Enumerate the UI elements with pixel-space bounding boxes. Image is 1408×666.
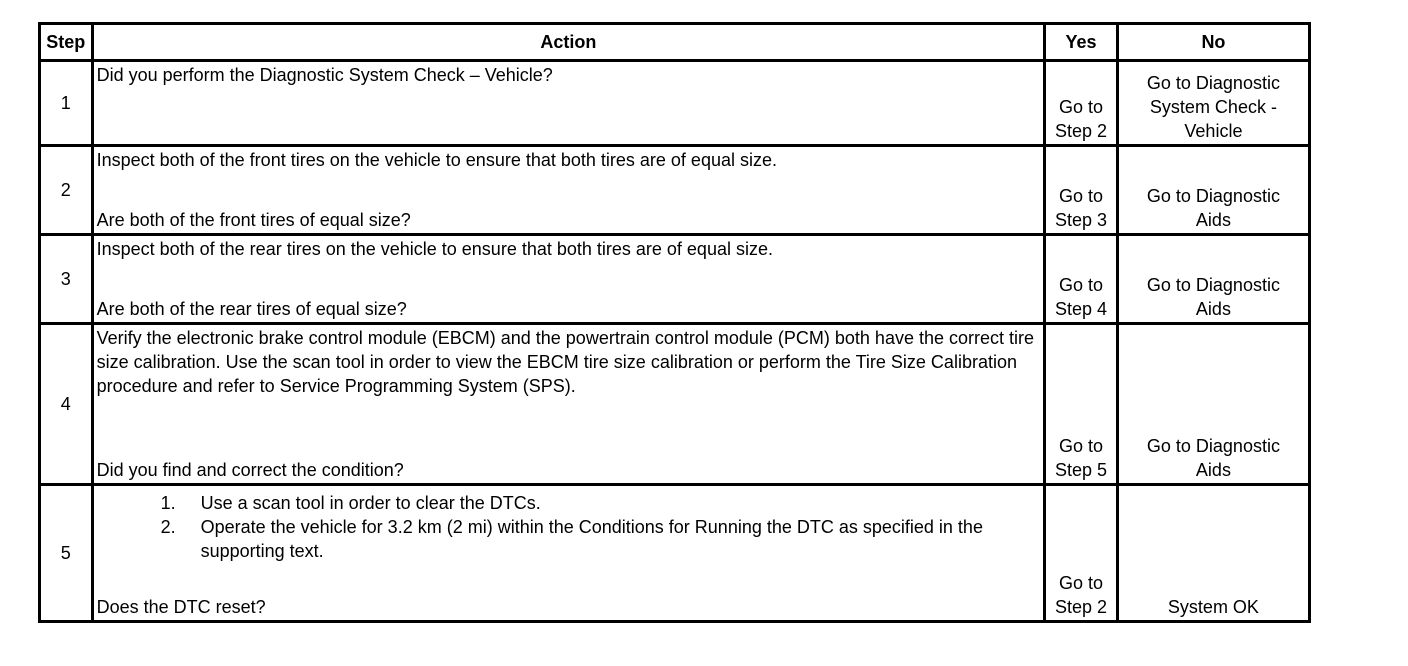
action-cell bbox=[92, 235, 1045, 324]
no-line: System OK bbox=[1167, 597, 1259, 617]
step-number: 2 bbox=[40, 146, 93, 235]
no-line[interactable]: Go to Diagnostic bbox=[1146, 436, 1280, 456]
no-line[interactable]: Aids bbox=[1195, 210, 1231, 230]
no-line[interactable]: Vehicle bbox=[1184, 121, 1243, 141]
action-cell bbox=[92, 324, 1045, 485]
table-row-step-2 bbox=[40, 146, 1310, 235]
action-cell bbox=[92, 146, 1045, 235]
no-line[interactable]: Aids bbox=[1195, 299, 1231, 319]
yes-cell bbox=[1045, 324, 1118, 485]
header-step: Step bbox=[40, 24, 93, 61]
action-text: Did you perform the Diagnostic System Check – Vehicle? bbox=[96, 65, 553, 85]
yes-goto-label: Go to bbox=[1058, 275, 1103, 295]
action-cell bbox=[92, 485, 1045, 622]
no-cell bbox=[1117, 235, 1309, 324]
yes-cell bbox=[1045, 485, 1118, 622]
no-line[interactable]: Aids bbox=[1195, 460, 1231, 480]
action-text: Inspect both of the front tires on the vehicle to ensure that both tires are of equal size. bbox=[96, 150, 777, 170]
yes-goto-label: Go to bbox=[1058, 186, 1103, 206]
yes-step-link[interactable]: Step 2 bbox=[1054, 121, 1107, 141]
action-question: Are both of the front tires of equal size? bbox=[96, 210, 411, 230]
table-row-step-5 bbox=[40, 485, 1310, 622]
action-cell bbox=[92, 61, 1045, 146]
yes-cell bbox=[1045, 61, 1118, 146]
yes-goto-label: Go to bbox=[1058, 573, 1103, 593]
yes-step-link[interactable]: Step 5 bbox=[1054, 460, 1107, 480]
table-header-row bbox=[40, 24, 1310, 61]
no-line[interactable]: Go to Diagnostic bbox=[1146, 73, 1280, 93]
yes-step-link[interactable]: Step 2 bbox=[1054, 597, 1107, 617]
header-action: Action bbox=[92, 24, 1045, 61]
yes-goto-label: Go to bbox=[1058, 97, 1103, 117]
diagnostic-table bbox=[38, 22, 1311, 623]
no-line[interactable]: Go to Diagnostic bbox=[1146, 275, 1280, 295]
no-cell bbox=[1117, 61, 1309, 146]
sub-step-item: 2. Operate the vehicle for 3.2 km (2 mi) within the Conditions for Running the DTC as specified in the supporting text. bbox=[181, 515, 1041, 563]
no-cell bbox=[1117, 485, 1309, 622]
action-question: Are both of the rear tires of equal size? bbox=[96, 299, 407, 319]
no-cell bbox=[1117, 324, 1309, 485]
yes-step-link[interactable]: Step 3 bbox=[1054, 210, 1107, 230]
yes-goto-label: Go to bbox=[1058, 436, 1103, 456]
sub-step-item: 1. Use a scan tool in order to clear the DTCs. bbox=[181, 491, 1041, 515]
no-cell bbox=[1117, 146, 1309, 235]
sub-step-list bbox=[97, 491, 1041, 563]
table-row-step-4 bbox=[40, 324, 1310, 485]
yes-cell bbox=[1045, 146, 1118, 235]
action-question: Does the DTC reset? bbox=[96, 597, 266, 617]
step-number: 5 bbox=[40, 485, 93, 622]
action-text: Inspect both of the rear tires on the vehicle to ensure that both tires are of equal size. bbox=[96, 239, 773, 259]
yes-cell bbox=[1045, 235, 1118, 324]
table-row-step-3 bbox=[40, 235, 1310, 324]
no-line[interactable]: System Check - bbox=[1149, 97, 1277, 117]
step-number: 1 bbox=[40, 61, 93, 146]
table-row-step-1 bbox=[40, 61, 1310, 146]
yes-step-link[interactable]: Step 4 bbox=[1054, 299, 1107, 319]
no-line[interactable]: Go to Diagnostic bbox=[1146, 186, 1280, 206]
action-question: Did you find and correct the condition? bbox=[96, 460, 404, 480]
step-number: 4 bbox=[40, 324, 93, 485]
action-text: Verify the electronic brake control module (EBCM) and the powertrain control module (PCM) both have the correct tire size calibration. Use the scan tool in order to view the EBCM tire size calibration or perform the Tire Size Calibration procedure and refer to Service Programming System (SPS). bbox=[96, 328, 1035, 396]
header-no: No bbox=[1117, 24, 1309, 61]
step-number: 3 bbox=[40, 235, 93, 324]
header-yes: Yes bbox=[1045, 24, 1118, 61]
